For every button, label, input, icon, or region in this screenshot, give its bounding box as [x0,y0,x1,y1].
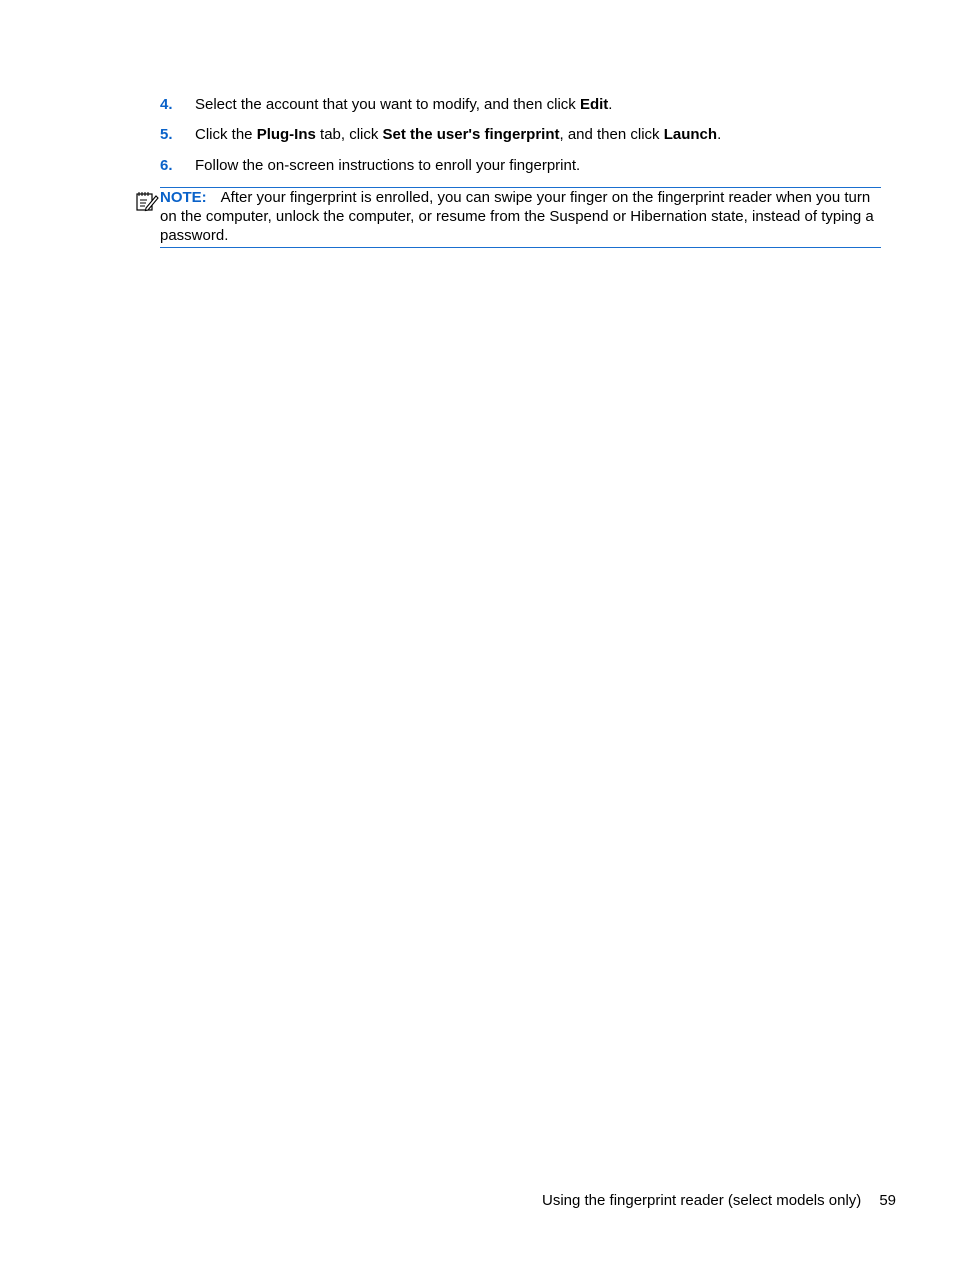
step-text: Follow the on-screen instructions to enroll your fingerprint. [195,157,581,174]
ui-term-plug-ins: Plug-Ins [256,126,316,143]
footer-title: Using the fingerprint reader (select models only) [541,1192,862,1209]
ui-term-edit: Edit [579,96,609,113]
step-number: 6. [160,157,173,174]
page-number: 59 [879,1192,896,1209]
step-text-part: Select the account that you want to modify, and then click [195,96,580,113]
step-text [195,126,721,144]
step-number: 4. [160,96,173,113]
step-number: 5. [160,126,173,143]
step-text-part: , and then click [559,126,664,143]
ui-term-set-fingerprint: Set the user's fingerprint [382,126,560,143]
step-text-part: . [717,126,722,143]
note-pencil-icon [135,190,159,212]
step-text-part: tab, click [315,126,383,143]
step-text-part: Click the [195,126,257,143]
note-label: NOTE: [160,189,207,206]
note-text: After your fingerprint is enrolled, you can swipe your finger on the fingerprint reader when you turn on the computer, unlock the computer, or resume from the Suspend or Hibernation state, instead of typing a password. [160,189,874,244]
step-text-part: . [608,96,613,113]
page-footer [542,1192,896,1210]
note-box [160,187,881,248]
step-text [195,96,612,114]
ui-term-launch: Launch [663,126,718,143]
